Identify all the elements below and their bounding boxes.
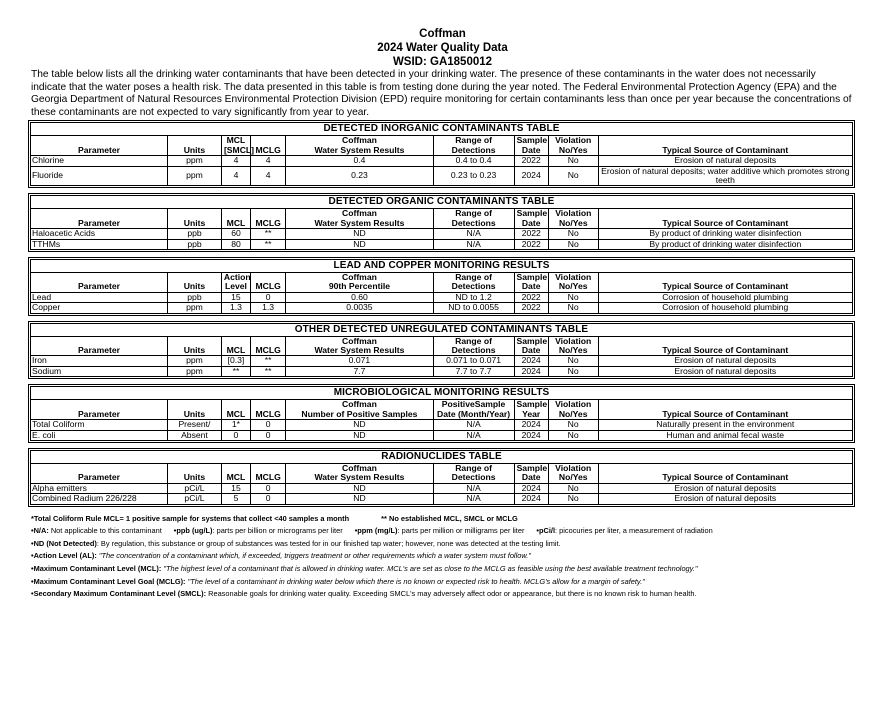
cell-units: ppm (167, 303, 221, 313)
col-header-range: Range of Detections (433, 273, 514, 293)
cell-mclg: 0 (250, 430, 285, 440)
cell-param: Alpha emitters (31, 483, 168, 493)
cell-result: ND (286, 420, 433, 430)
col-header-range: Range of Detections (433, 336, 514, 356)
inorganic-table (30, 122, 853, 186)
cell-viol: No (548, 166, 598, 186)
cell-param: Haloacetic Acids (31, 229, 168, 239)
cell-units: ppb (167, 292, 221, 302)
cell-date: 2024 (514, 483, 548, 493)
cell-date: 2024 (514, 420, 548, 430)
organic-table (30, 195, 853, 250)
table-row (31, 292, 853, 302)
cell-units: ppm (167, 356, 221, 366)
cell-result: ND (286, 494, 433, 504)
cell-units: Absent (167, 430, 221, 440)
cell-result: ND (286, 483, 433, 493)
cell-viol: No (548, 483, 598, 493)
cell-units: ppm (167, 156, 221, 166)
report-title: Coffman (419, 28, 466, 40)
col-header-results: Coffman Water System Results (286, 209, 433, 229)
footnote-line-1: *Total Coliform Rule MCL= 1 positive sample for systems that collect <40 samples a month ** No established MCL, SMCL or MCLG (31, 513, 518, 523)
cell-param: Copper (31, 303, 168, 313)
cell-range: 0.071 to 0.071 (433, 356, 514, 366)
cell-result: ND (286, 430, 433, 440)
cell-mcl: 4 (221, 166, 250, 186)
cell-viol: No (548, 494, 598, 504)
table-title: OTHER DETECTED UNREGULATED CONTAMINANTS TABLE (31, 323, 853, 336)
wsid-label: WSID: GA1850012 (392, 56, 493, 68)
col-header-range: PositiveSample Date (Month/Year) (433, 400, 514, 420)
cell-viol: No (548, 156, 598, 166)
table-row (31, 483, 853, 493)
cell-viol: No (548, 303, 598, 313)
col-header-sample-date: Sample Date (514, 273, 548, 293)
col-header-sample-date: Sample Year (514, 400, 548, 420)
col-header-mcl: Action Level (221, 273, 250, 293)
col-header-mclg: MCLG (250, 336, 285, 356)
cell-range: N/A (433, 483, 514, 493)
table-row (31, 366, 853, 376)
cell-units: Present/ (167, 420, 221, 430)
cell-mclg: 4 (250, 156, 285, 166)
table-title: MICROBIOLOGICAL MONITORING RESULTS (31, 387, 853, 400)
intro-paragraph: The table below lists all the drinking water contaminants that have been detected in your drinking water. The presence of these contaminants in the water does not necessarily indicate that the water poses a health risk. The data presented in this table is from testing done during the year noted. The Federal Environmental Protection Agency (EPA) and the Georgia Department of Natural Resources Environmental Protection Division (EPD) require monitoring for certain contaminants less than once per year because the concentrations of these contaminants are not expected to vary significantly from year to year. (31, 69, 852, 118)
col-header-mcl: MCL [SMCL] (221, 136, 250, 156)
cell-units: pCi/L (167, 494, 221, 504)
inorganic-table-box (28, 120, 855, 188)
tables-container (0, 120, 885, 506)
cell-date: 2022 (514, 229, 548, 239)
cell-mclg: 0 (250, 483, 285, 493)
cell-mclg: ** (251, 239, 286, 249)
cell-mcl: 80 (221, 239, 250, 249)
col-header-results: Coffman 90th Percentile (286, 273, 433, 293)
col-header-units: Units (167, 273, 221, 293)
footnote-al: •Action Level (AL): "The concentration of a contaminant which, if exceeded, triggers treatment or other requirements which a water system must follow." (31, 551, 531, 561)
radio-table-box (28, 448, 855, 507)
cell-viol: No (548, 366, 598, 376)
cell-mclg: 0 (250, 494, 285, 504)
cell-mclg: ** (250, 366, 285, 376)
cell-range: 0.23 to 0.23 (433, 166, 514, 186)
col-header-units: Units (167, 336, 221, 356)
cell-result: ND (286, 229, 433, 239)
col-header-units: Units (167, 136, 221, 156)
col-header-units: Units (167, 463, 221, 483)
cell-date: 2024 (514, 366, 548, 376)
cell-mclg: 1.3 (250, 303, 285, 313)
col-header-source: Typical Source of Contaminant (598, 136, 852, 156)
cell-source: Erosion of natural deposits (598, 494, 852, 504)
cell-range: N/A (433, 430, 514, 440)
cell-mcl: ** (221, 366, 250, 376)
cell-range: N/A (433, 239, 514, 249)
cell-range: 0.4 to 0.4 (433, 156, 514, 166)
col-header-violation: Violation No/Yes (548, 400, 598, 420)
organic-table-box (28, 193, 855, 252)
col-header-violation: Violation No/Yes (548, 336, 598, 356)
col-header-source: Typical Source of Contaminant (598, 209, 852, 229)
cell-range: N/A (433, 420, 514, 430)
table-row (31, 420, 853, 430)
micro-table-box (28, 384, 855, 443)
cell-viol: No (548, 430, 598, 440)
cell-date: 2024 (514, 356, 548, 366)
cell-date: 2024 (514, 430, 548, 440)
cell-result: ND (286, 239, 433, 249)
cell-source: Erosion of natural deposits (598, 156, 852, 166)
col-header-sample-date: Sample Date (514, 336, 548, 356)
cell-mcl: 1.3 (221, 303, 250, 313)
cell-param: E. coli (31, 430, 168, 440)
table-row (31, 166, 853, 186)
cell-mcl: 15 (221, 292, 250, 302)
unregulated-table (30, 323, 853, 378)
cell-mcl: 0 (221, 430, 250, 440)
cell-result: 0.071 (286, 356, 433, 366)
cell-mclg: 4 (250, 166, 285, 186)
table-title: LEAD AND COPPER MONITORING RESULTS (31, 260, 853, 273)
footnote-smcl: •Secondary Maximum Contaminant Level (SMCL): Reasonable goals for drinking water quality. Exceeding SMCL's may adversely affect odor or appearance, but there is no known risk to human health. (31, 589, 697, 599)
cell-range: ND to 0.0055 (433, 303, 514, 313)
col-header-units: Units (167, 400, 221, 420)
col-header-mcl: MCL (221, 209, 250, 229)
footnote-nd: •ND (Not Detected): By regulation, this substance or group of substances was tested for in our finished tap water; however, none was detected at the testing limit. (31, 538, 561, 548)
col-header-range: Range of Detections (433, 136, 514, 156)
cell-source: Corrosion of household plumbing (598, 292, 852, 302)
col-header-results: Coffman Number of Positive Samples (286, 400, 433, 420)
cell-range: N/A (433, 494, 514, 504)
cell-param: Sodium (31, 366, 168, 376)
radio-table (30, 450, 853, 505)
cell-mcl: 1* (221, 420, 250, 430)
col-header-mclg: MCLG (250, 273, 285, 293)
report-subtitle: 2024 Water Quality Data (377, 42, 508, 54)
col-header-source: Typical Source of Contaminant (598, 336, 852, 356)
table-row (31, 229, 853, 239)
cell-units: ppm (167, 366, 221, 376)
col-header-results: Coffman Water System Results (286, 336, 433, 356)
col-header-range: Range of Detections (433, 209, 514, 229)
cell-param: Chlorine (31, 156, 168, 166)
cell-date: 2024 (514, 494, 548, 504)
table-row (31, 356, 853, 366)
cell-mcl: 5 (221, 494, 250, 504)
cell-date: 2022 (514, 239, 548, 249)
cell-result: 0.0035 (286, 303, 433, 313)
cell-mcl: 4 (221, 156, 250, 166)
cell-date: 2022 (514, 156, 548, 166)
col-header-violation: Violation No/Yes (548, 136, 598, 156)
footnotes (31, 513, 885, 601)
col-header-results: Coffman Water System Results (286, 463, 433, 483)
cell-source: By product of drinking water disinfection (598, 239, 852, 249)
col-header-violation: Violation No/Yes (548, 463, 598, 483)
col-header-units: Units (168, 209, 222, 229)
leadcopper-table (30, 259, 853, 314)
cell-source: Human and animal fecal waste (598, 430, 852, 440)
cell-units: ppb (168, 239, 222, 249)
micro-table (30, 386, 853, 441)
col-header-parameter: Parameter (31, 209, 168, 229)
col-header-mcl: MCL (221, 463, 250, 483)
cell-date: 2022 (514, 292, 548, 302)
table-row (31, 156, 853, 166)
cell-viol: No (548, 229, 598, 239)
cell-range: N/A (433, 229, 514, 239)
col-header-sample-date: Sample Date (514, 209, 548, 229)
col-header-source: Typical Source of Contaminant (598, 463, 852, 483)
cell-result: 0.60 (286, 292, 433, 302)
table-row (31, 430, 853, 440)
cell-range: ND to 1.2 (433, 292, 514, 302)
table-row (31, 239, 853, 249)
table-row (31, 303, 853, 313)
col-header-parameter: Parameter (31, 400, 168, 420)
cell-result: 7.7 (286, 366, 433, 376)
leadcopper-table-box (28, 257, 855, 316)
cell-viol: No (548, 356, 598, 366)
footnote-line-2: •N/A: Not applicable to this contaminant •ppb (ug/L): parts per billion or micrograms per liter •ppm (mg/L): parts per million or milligrams per liter •pCi/l: picocuries per liter, a measurement of radiation (31, 526, 713, 536)
cell-source: Erosion of natural deposits (598, 366, 852, 376)
col-header-mcl: MCL (221, 336, 250, 356)
table-row (31, 494, 853, 504)
cell-source: By product of drinking water disinfection (598, 229, 852, 239)
col-header-mclg: MCLG (250, 400, 285, 420)
col-header-mcl: MCL (221, 400, 250, 420)
cell-range: 7.7 to 7.7 (433, 366, 514, 376)
cell-viol: No (548, 239, 598, 249)
col-header-parameter: Parameter (31, 273, 168, 293)
cell-source: Corrosion of household plumbing (598, 303, 852, 313)
cell-param: Iron (31, 356, 168, 366)
cell-param: Total Coliform (31, 420, 168, 430)
col-header-violation: Violation No/Yes (548, 273, 598, 293)
col-header-parameter: Parameter (31, 136, 168, 156)
col-header-sample-date: Sample Date (514, 463, 548, 483)
cell-mclg: 0 (250, 292, 285, 302)
table-title: DETECTED INORGANIC CONTAMINANTS TABLE (31, 123, 853, 136)
footnote-mcl: •Maximum Contaminant Level (MCL): "The highest level of a contaminant that is allowed in drinking water. MCL's are set as close to the MCLG as feasible using the best available treatment technology." (31, 563, 698, 573)
cell-source: Erosion of natural deposits (598, 356, 852, 366)
table-title: DETECTED ORGANIC CONTAMINANTS TABLE (31, 196, 853, 209)
cell-result: 0.23 (286, 166, 433, 186)
cell-source: Erosion of natural deposits; water additive which promotes strong teeth (598, 166, 852, 186)
cell-mclg: ** (251, 229, 286, 239)
cell-units: pCi/L (167, 483, 221, 493)
cell-date: 2022 (514, 303, 548, 313)
cell-result: 0.4 (286, 156, 433, 166)
col-header-violation: Violation No/Yes (548, 209, 598, 229)
table-title: RADIONUCLIDES TABLE (31, 450, 853, 463)
col-header-mclg: MCLG (250, 463, 285, 483)
cell-units: ppm (167, 166, 221, 186)
cell-param: Lead (31, 292, 168, 302)
col-header-range: Range of Detections (433, 463, 514, 483)
cell-param: TTHMs (31, 239, 168, 249)
cell-date: 2024 (514, 166, 548, 186)
cell-viol: No (548, 420, 598, 430)
col-header-parameter: Parameter (31, 336, 168, 356)
unregulated-table-box (28, 321, 855, 380)
cell-mcl: 60 (221, 229, 250, 239)
cell-viol: No (548, 292, 598, 302)
col-header-parameter: Parameter (31, 463, 168, 483)
cell-source: Erosion of natural deposits (598, 483, 852, 493)
col-header-results: Coffman Water System Results (286, 136, 433, 156)
cell-units: ppb (168, 229, 222, 239)
cell-mcl: [0.3] (221, 356, 250, 366)
col-header-sample-date: Sample Date (514, 136, 548, 156)
cell-mclg: ** (250, 356, 285, 366)
col-header-mclg: MCLG (251, 209, 286, 229)
col-header-mclg: MCLG (250, 136, 285, 156)
cell-mcl: 15 (221, 483, 250, 493)
col-header-source: Typical Source of Contaminant (598, 273, 852, 293)
cell-source: Naturally present in the environment (598, 420, 852, 430)
cell-param: Combined Radium 226/228 (31, 494, 168, 504)
footnote-mclg: •Maximum Contaminant Level Goal (MCLG): "The level of a contaminant in drinking water below which there is no known or expected risk to health. MCLG's allow for a margin of safety." (31, 576, 645, 586)
col-header-source: Typical Source of Contaminant (598, 400, 852, 420)
cell-param: Fluoride (31, 166, 168, 186)
cell-mclg: 0 (250, 420, 285, 430)
